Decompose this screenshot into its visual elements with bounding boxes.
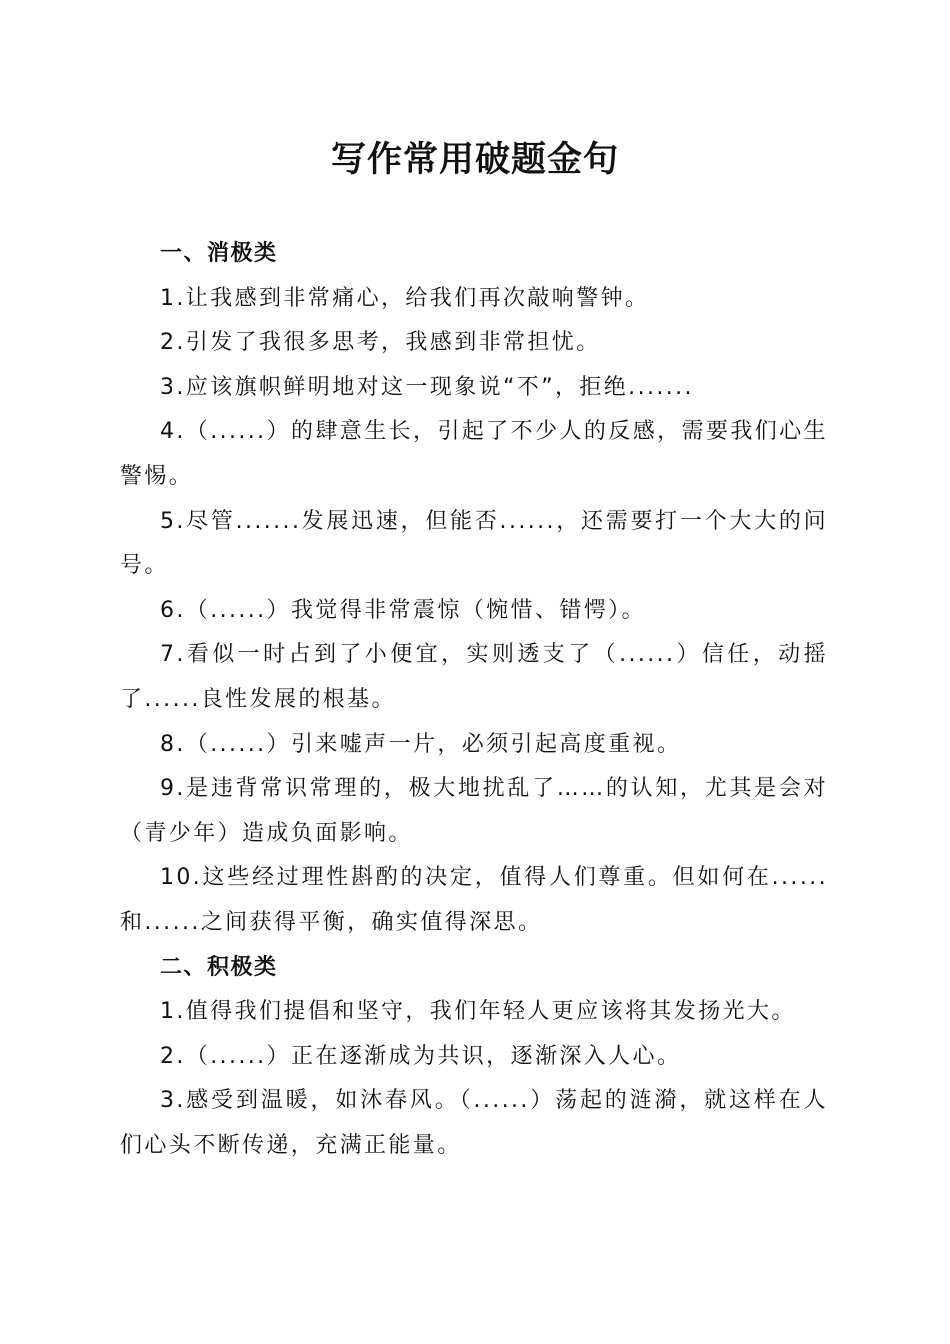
list-item: 6.（......）我觉得非常震惊（惋惜、错愕）。 — [160, 597, 646, 623]
section-negative — [120, 232, 828, 946]
section-heading-positive: 二、积极类 — [160, 954, 278, 980]
document-title: 写作常用破题金句 — [330, 139, 619, 180]
list-item: 7.看似一时占到了小便宜，实则透支了（......）信任，动摇了......良性发展的根基。 — [120, 642, 828, 712]
list-item: 8.（......）引来嘘声一片，必须引起高度重视。 — [160, 731, 682, 757]
list-item: 2.引发了我很多思考，我感到非常担忧。 — [160, 330, 601, 356]
list-item: 4.（......）的肆意生长，引起了不少人的反感，需要我们心生警惕。 — [120, 419, 828, 489]
list-item: 5.尽管.......发展迅速，但能否......，还需要打一个大大的问号。 — [120, 508, 828, 579]
list-item: 3.应该旗帜鲜明地对这一现象说“不”，拒绝....... — [160, 374, 694, 400]
section-heading-negative: 一、消极类 — [160, 241, 278, 266]
list-item: 1.值得我们提倡和坚守，我们年轻人更应该将其发扬光大。 — [160, 999, 796, 1025]
list-item: 1.让我感到非常痛心，给我们再次敲响警钟。 — [160, 285, 650, 311]
list-item: 10.这些经过理性斟酌的决定，值得人们尊重。但如何在......和......之间获得平衡，确实值得深思。 — [120, 865, 828, 935]
list-item: 9.是违背常识常理的，极大地扰乱了……的认知，尤其是会对（青少年）造成负面影响。 — [120, 776, 828, 846]
document-body — [120, 232, 828, 1168]
section-positive — [120, 946, 828, 1169]
list-item: 2.（......）正在逐渐成为共识，逐渐深入人心。 — [160, 1043, 682, 1069]
list-item: 3.感受到温暖，如沐春风。（......）荡起的涟漪，就这样在人们心头不断传递，充满正能量。 — [120, 1088, 828, 1158]
